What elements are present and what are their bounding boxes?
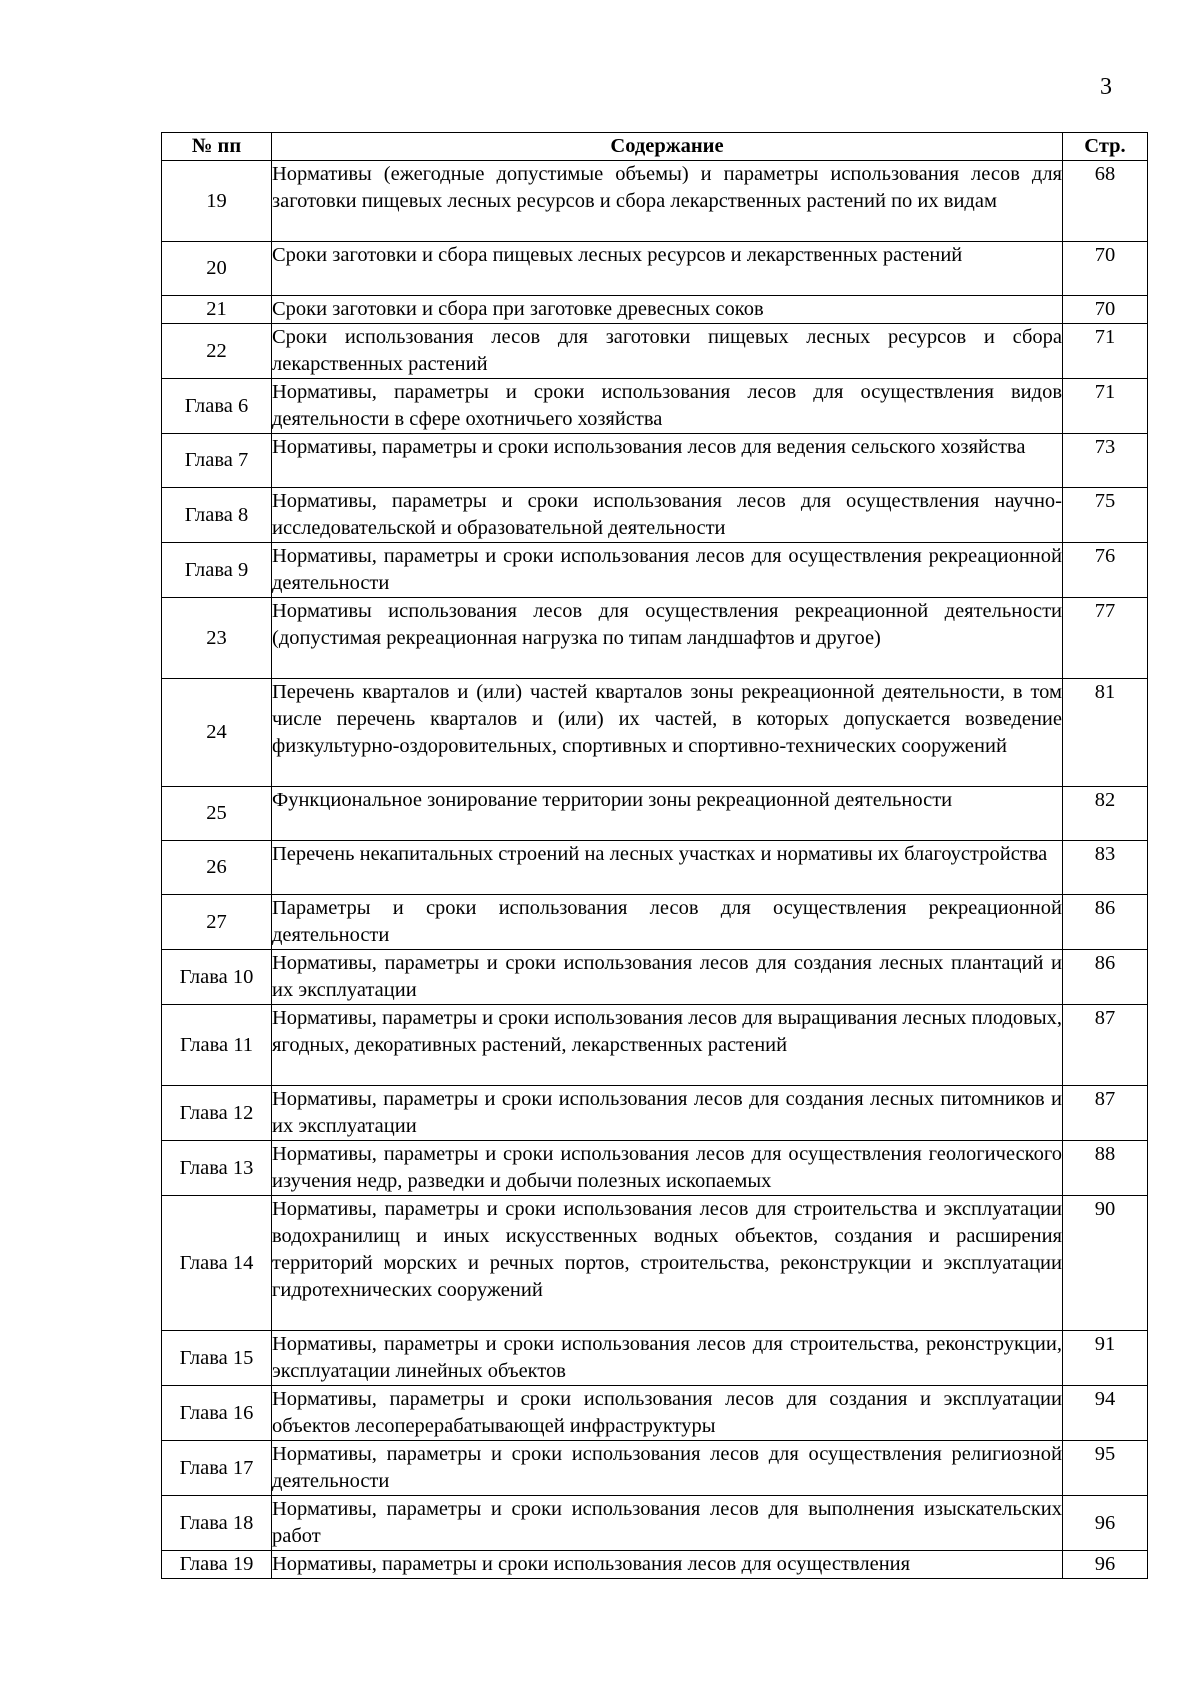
toc-row [162,787,1148,841]
toc-row-title: Перечень некапитальных строений на лесных участках и нормативы их благоустройства [272,841,1063,895]
toc-row-number: 26 [162,841,272,895]
toc-row-title: Сроки заготовки и сбора пищевых лесных ресурсов и лекарственных растений [272,242,1063,296]
toc-row [162,379,1148,434]
header-content: Содержание [272,133,1063,161]
toc-row-title: Нормативы, параметры и сроки использования лесов для строительства, реконструкции, эксплуатации линейных объектов [272,1331,1063,1386]
toc-row-number: Глава 12 [162,1086,272,1141]
toc-row-page: 94 [1063,1386,1148,1441]
toc-row-title: Нормативы, параметры и сроки использования лесов для осуществления религиозной деятельности [272,1441,1063,1496]
toc-row-number: Глава 14 [162,1196,272,1331]
toc-row [162,1005,1148,1086]
toc-row-title: Нормативы, параметры и сроки использования лесов для осуществления геологического изучения недр, разведки и добычи полезных ископаемых [272,1141,1063,1196]
toc-row-number: Глава 13 [162,1141,272,1196]
toc-row-page: 88 [1063,1141,1148,1196]
toc-row-number: Глава 8 [162,488,272,543]
toc-row-page: 91 [1063,1331,1148,1386]
toc-row-number: Глава 6 [162,379,272,434]
toc-row-title: Нормативы, параметры и сроки использования лесов для выращивания лесных плодовых, ягодных, декоративных растений, лекарственных растений [272,1005,1063,1086]
toc-row-page: 87 [1063,1086,1148,1141]
toc-row [162,841,1148,895]
toc-row-number: Глава 19 [162,1551,272,1579]
toc-row [162,1551,1148,1579]
toc-row [162,1141,1148,1196]
toc-row [162,1196,1148,1331]
toc-body [162,161,1148,1579]
toc-row-number: Глава 7 [162,434,272,488]
toc-row [162,324,1148,379]
toc-row-page: 86 [1063,895,1148,950]
toc-row-number: Глава 9 [162,543,272,598]
toc-header-row [162,133,1148,161]
toc-row [162,161,1148,242]
toc-row-page: 86 [1063,950,1148,1005]
toc-row [162,895,1148,950]
toc-row [162,1386,1148,1441]
toc-row-page: 75 [1063,488,1148,543]
toc-row-number: 21 [162,296,272,324]
header-number: № пп [162,133,272,161]
toc-row-number: Глава 15 [162,1331,272,1386]
toc-row-title: Нормативы, параметры и сроки использования лесов для ведения сельского хозяйства [272,434,1063,488]
toc-row [162,1086,1148,1141]
toc-row [162,1441,1148,1496]
toc-row-title: Нормативы, параметры и сроки использования лесов для осуществления научно-исследовательской и образовательной деятельности [272,488,1063,543]
toc-row [162,488,1148,543]
toc-row-page: 71 [1063,324,1148,379]
toc-row [162,1331,1148,1386]
toc-row-page: 96 [1063,1496,1148,1551]
toc-row-title: Сроки заготовки и сбора при заготовке древесных соков [272,296,1063,324]
toc-row-page: 77 [1063,598,1148,679]
toc-row-number: Глава 10 [162,950,272,1005]
toc-row-page: 76 [1063,543,1148,598]
toc-row-title: Перечень кварталов и (или) частей кварталов зоны рекреационной деятельности, в том числе перечень кварталов и (или) их частей, в которых допускается возведение физкультурно-оздоровительных, спортивных и спортивно-технических сооружений [272,679,1063,787]
header-page: Стр. [1063,133,1148,161]
toc-row-page: 81 [1063,679,1148,787]
toc-row-page: 95 [1063,1441,1148,1496]
toc-row-title: Нормативы, параметры и сроки использования лесов для создания лесных плантаций и их эксплуатации [272,950,1063,1005]
page-number: 3 [1100,74,1112,100]
toc-row [162,679,1148,787]
toc-row-page: 82 [1063,787,1148,841]
toc-row-title: Нормативы, параметры и сроки использования лесов для осуществления [272,1551,1063,1579]
toc-row-number: 22 [162,324,272,379]
toc-row-number: 27 [162,895,272,950]
toc-row-number: Глава 17 [162,1441,272,1496]
toc-row-title: Нормативы (ежегодные допустимые объемы) и параметры использования лесов для заготовки пищевых лесных ресурсов и сбора лекарственных растений по их видам [272,161,1063,242]
toc-row-title: Нормативы, параметры и сроки использования лесов для выполнения изыскательских работ [272,1496,1063,1551]
toc-row-page: 71 [1063,379,1148,434]
toc-row-title: Параметры и сроки использования лесов для осуществления рекреационной деятельности [272,895,1063,950]
toc-row-title: Нормативы, параметры и сроки использования лесов для создания и эксплуатации объектов лесоперерабатывающей инфраструктуры [272,1386,1063,1441]
toc-row-number: Глава 11 [162,1005,272,1086]
toc-row-page: 96 [1063,1551,1148,1579]
toc-row-title: Нормативы использования лесов для осуществления рекреационной деятельности (допустимая рекреационная нагрузка по типам ландшафтов и другое) [272,598,1063,679]
toc-row-page: 83 [1063,841,1148,895]
toc-row-title: Нормативы, параметры и сроки использования лесов для создания лесных питомников и их эксплуатации [272,1086,1063,1141]
toc-row-number: 23 [162,598,272,679]
toc-row-title: Нормативы, параметры и сроки использования лесов для осуществления рекреационной деятельности [272,543,1063,598]
toc-row [162,950,1148,1005]
toc-row [162,543,1148,598]
toc-row-number: 24 [162,679,272,787]
toc-row-title: Нормативы, параметры и сроки использования лесов для осуществления видов деятельности в сфере охотничьего хозяйства [272,379,1063,434]
toc-row [162,296,1148,324]
toc-row-number: 20 [162,242,272,296]
toc-row-title: Сроки использования лесов для заготовки пищевых лесных ресурсов и сбора лекарственных растений [272,324,1063,379]
toc-row [162,434,1148,488]
toc-row-number: Глава 18 [162,1496,272,1551]
toc-row-number: 25 [162,787,272,841]
toc-row-page: 68 [1063,161,1148,242]
toc-row-number: 19 [162,161,272,242]
toc-row-page: 73 [1063,434,1148,488]
toc-row-page: 87 [1063,1005,1148,1086]
toc-row-page: 70 [1063,242,1148,296]
toc-row [162,1496,1148,1551]
table-of-contents [161,132,1148,1579]
toc-row [162,242,1148,296]
toc-row-title: Функциональное зонирование территории зоны рекреационной деятельности [272,787,1063,841]
toc-row-number: Глава 16 [162,1386,272,1441]
toc-row-page: 70 [1063,296,1148,324]
toc-row-title: Нормативы, параметры и сроки использования лесов для строительства и эксплуатации водохранилищ и иных искусственных водных объектов, создания и расширения территорий морских и речных портов, строительства, реконструкции и эксплуатации гидротехнических сооружений [272,1196,1063,1331]
toc-row-page: 90 [1063,1196,1148,1331]
toc-row [162,598,1148,679]
